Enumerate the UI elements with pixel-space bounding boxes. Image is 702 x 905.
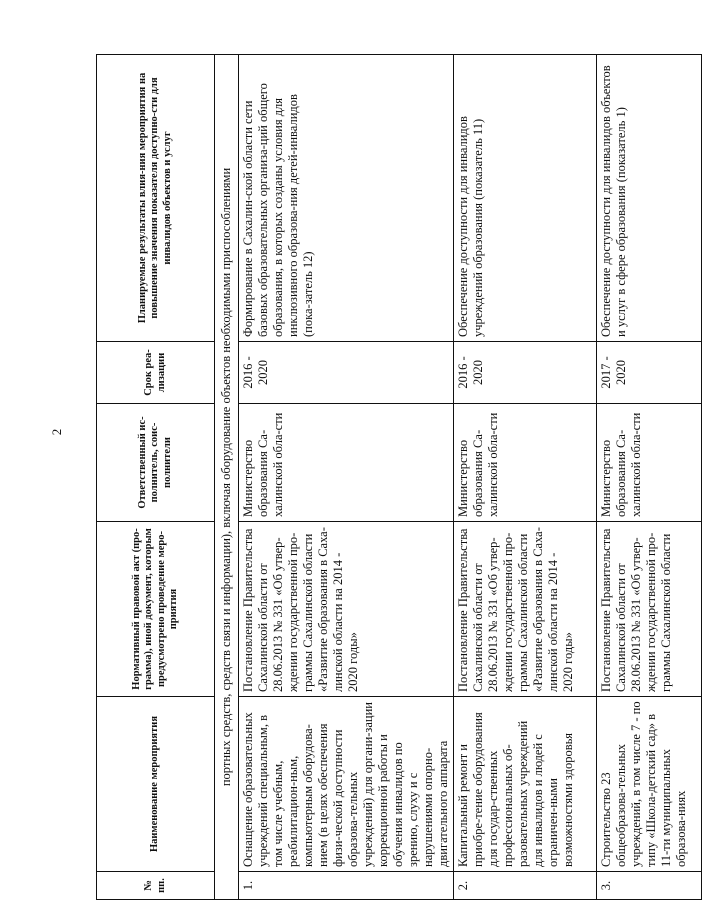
header-result: Планируемые результаты влия-ния мероприятия на повышение значения показателя доступно-сти для инвалидов объектов и услуг (97, 55, 215, 342)
table-row (597, 55, 702, 900)
row-num: 1. (239, 872, 454, 900)
table-row (239, 55, 454, 900)
row-term: 2017 - 2020 (597, 342, 702, 404)
table-row (454, 55, 597, 900)
measures-table (96, 54, 702, 900)
row-executor: Министерство образования Са-халинской обла-сти (454, 404, 597, 522)
row-name: Строительство 23 общеобразова-тельных учреждений, в том числе 7 - по типу «Школа-детский сад» в 11-ти муниципальных образова-ниях (597, 697, 702, 872)
row-act: Постановление Правительства Сахалинской области от 28.06.2013 № 331 «Об утвер-ждении государственной про-граммы Сахалинской области «Развитие образования в Саха-линской области на 2014 - 2020 годы» (239, 522, 454, 697)
row-name: Оснащение образовательных учреждений специальным, в том числе учебным, реабилитацион-ным, компьютерным оборудова-нием (в целях обеспечения физи-ческой доступности образова-тельных учреждений) для органи-зации коррекционной работы и обучения инвалидов по зрению, слуху и с нарушениями опорно-двигательного аппарата (239, 697, 454, 872)
row-executor: Министерство образования Са-халинской обла-сти (239, 404, 454, 522)
section-row (215, 55, 239, 900)
row-executor: Министерство образования Са-халинской обла-сти (597, 404, 702, 522)
header-term: Срок реа-лизации (97, 342, 215, 404)
row-num: 3. (597, 872, 702, 900)
header-executor: Ответственный ис-полнитель, соис-полнители (97, 404, 215, 522)
row-name: Капитальный ремонт и приобре-тение оборудования для государ-ственных профессиональных об-разовательных учреждений для инвалидов и людей с ограничен-ными возможностями здоровья (454, 697, 597, 872)
row-num: 2. (454, 872, 597, 900)
header-act: Нормативный правовой акт (про-грамма), иной документ, которым предусмотрено проведение меро-приятия (97, 522, 215, 697)
row-term: 2016 - 2020 (239, 342, 454, 404)
table-header-row (97, 55, 215, 900)
header-name: Наименование мероприятия (97, 697, 215, 872)
page-number: 2 (49, 428, 64, 436)
row-act: Постановление Правительства Сахалинской области от 28.06.2013 № 331 «Об утвер-ждении государственной про-граммы Сахалинской области (597, 522, 702, 697)
section-title: портных средств, средств связи и информации), включая оборудование объектов необходимыми приспособлениями (215, 55, 239, 900)
row-term: 2016 - 2020 (454, 342, 597, 404)
row-result: Обеспечение доступности для инвалидов объектов и услуг в сфере образования (показатель 1) (597, 55, 702, 342)
row-act: Постановление Правительства Сахалинской области от 28.06.2013 № 331 «Об утвер-ждении государственной про-граммы Сахалинской области «Развитие образования в Саха-линской области на 2014 - 2020 годы» (454, 522, 597, 697)
header-num: № пп. (97, 872, 215, 900)
row-result: Обеспечение доступности для инвалидов учреждений образования (показатель 11) (454, 55, 597, 342)
rotated-sheet (96, 55, 688, 900)
row-result: Формирование в Сахалин-ской области сети базовых образовательных организа-ций общего образования, в которых созданы условия для инклюзивного образова-ния детей-инвалидов (пока-затель 12) (239, 55, 454, 342)
